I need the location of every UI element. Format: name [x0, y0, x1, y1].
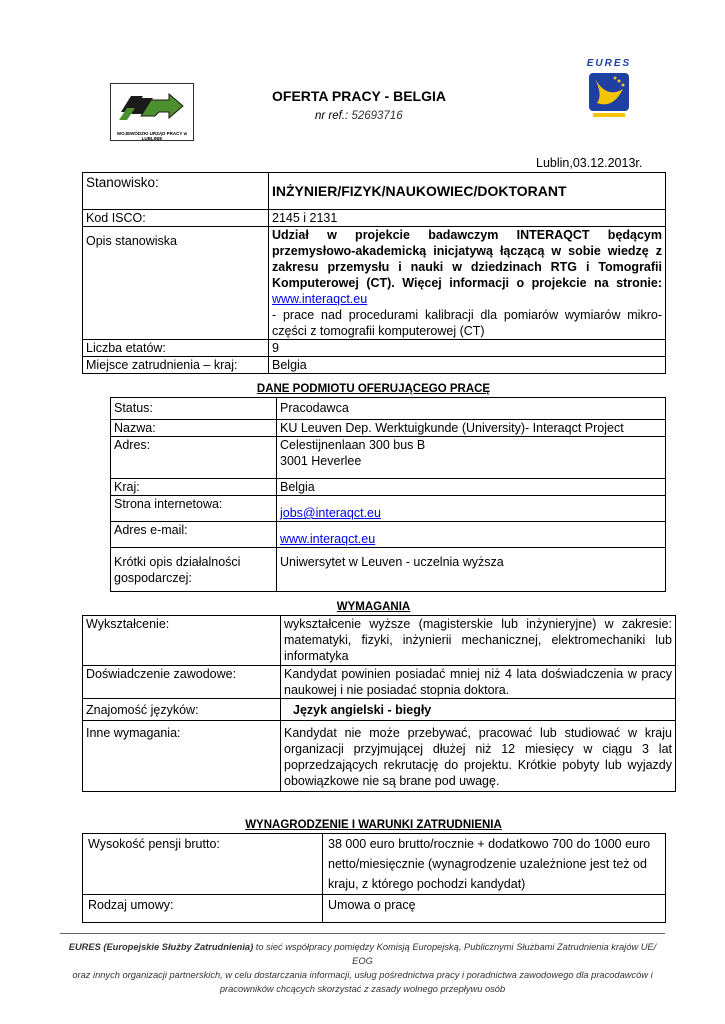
table-row [111, 496, 666, 522]
table-row [111, 522, 666, 548]
email-label: Adres e-mail: [111, 522, 277, 548]
kraj-label: Kraj: [111, 479, 277, 496]
isco-label: Kod ISCO: [83, 210, 269, 227]
opis-bold-text: Udział w projekcie badawczym INTERAQCT będącym przemysłowo-akademicką inicjatywą łączącą w sobie wiedzę z zakresu przemysłu i nauki w dziedzinach RTG i Tomografii Komputerowej (CT). Więcej informacji o projekcie na stronie: [272, 228, 662, 290]
nazwa-label: Nazwa: [111, 420, 277, 437]
footer-eures-bold: EURES (Europejskie Służby Zatrudnienia) [68, 942, 254, 952]
inne-value: Kandydat nie może przebywać, pracować lub studiować w kraju organizacji przyjmującej dłużej niż 12 miesięcy w ciągu 3 lat poprzedzających rekrutację do projektu. Krótkie pobyty lub wyjazdy obowiązkowe nie są brane pod uwagę. [281, 721, 676, 792]
isco-value: 2145 i 2131 [269, 210, 666, 227]
table-row [111, 479, 666, 496]
footer-line1 [60, 940, 665, 968]
eures-star-icon [583, 69, 635, 119]
table-row [111, 398, 666, 420]
opis-extra-text: - prace nad procedurami kalibracji dla pomiarów wymiarów mikro-części z tomografii komputerowej (CT) [272, 308, 662, 338]
page-title: OFERTA PRACY - BELGIA [272, 88, 446, 104]
umowa-label: Rodzaj umowy: [83, 895, 323, 923]
table-row [111, 420, 666, 437]
ref-number-line [315, 110, 403, 122]
table-row [83, 834, 666, 895]
nazwa-value: KU Leuven Dep. Werktuigkunde (University)- Interaqct Project [277, 420, 666, 437]
status-value: Pracodawca [277, 398, 666, 420]
pensja-label: Wysokość pensji brutto: [83, 834, 323, 895]
arrow-logo-icon [111, 84, 193, 128]
opis-label: Opis stanowiska [83, 227, 269, 340]
kraj-value: Belgia [277, 479, 666, 496]
table-row [83, 357, 666, 374]
stanowisko-label: Stanowisko: [83, 173, 269, 210]
table-row [83, 227, 666, 340]
adres-line1: Celestijnenlaan 300 bus B [280, 438, 426, 452]
wyksztalcenie-value: wykształcenie wyższe (magisterskie lub inżynieryjne) w zakresie: matematyki, fizyki, inżynierii mechanicznej, elektromechaniki lub informatyka [281, 616, 676, 666]
wup-lublin-logo [110, 83, 194, 141]
stanowisko-value: INŻYNIER/FIZYK/NAUKOWIEC/DOKTORANT [269, 173, 666, 210]
jobs-email-link[interactable]: jobs@interaqct.eu [280, 506, 381, 520]
employer-table [110, 397, 666, 592]
salary-section-title: WYNAGRODZENIE I WARUNKI ZATRUDNIENIA [245, 819, 502, 831]
footer-divider [60, 933, 665, 934]
opis-value [269, 227, 666, 340]
miejsce-value: Belgia [269, 357, 666, 374]
ref-label: nr ref.: [315, 110, 349, 122]
document-date: Lublin,03.12.2013r. [536, 156, 643, 170]
adres-label: Adres: [111, 437, 277, 479]
table-row [111, 437, 666, 479]
inne-label: Inne wymagania: [83, 721, 281, 792]
requirements-section-title: WYMAGANIA [336, 601, 411, 613]
interaqct-website-link[interactable]: www.interaqct.eu [280, 532, 376, 546]
opis-dzialalnosci-value: Uniwersytet w Leuven - uczelnia wyższa [277, 548, 666, 592]
table-row [83, 210, 666, 227]
www-label: Strona internetowa: [111, 496, 277, 522]
footer-line3: pracowników chcących skorzystać z zasady wolnego przepływu osób [219, 984, 506, 994]
table-row [83, 721, 676, 792]
doswiadczenie-value: Kandydat powinien posiadać mniej niż 4 lata doświadczenia w pracy naukowej i nie posiadać stopnia doktora. [281, 666, 676, 699]
requirements-table [82, 615, 676, 792]
etaty-label: Liczba etatów: [83, 340, 269, 357]
eures-logo [583, 58, 635, 128]
wyksztalcenie-label: Wykształcenie: [83, 616, 281, 666]
email-value [277, 522, 666, 548]
table-row [83, 616, 676, 666]
table-row [83, 340, 666, 357]
interaqct-link[interactable]: www.interaqct.eu [272, 292, 368, 306]
pensja-value: 38 000 euro brutto/rocznie + dodatkowo 700 do 1000 euro netto/miesięcznie (wynagrodzenie uzależnione jest też od kraju, z którego pochodzi kandydat) [323, 834, 666, 895]
umowa-value: Umowa o pracę [323, 895, 666, 923]
footer-line1-rest: to sieć współpracy pomiędzy Komisją Europejską, Publicznymi Służbami Zatrudnienia krajów UE/ EOG [253, 942, 657, 966]
doswiadczenie-label: Doświadczenie zawodowe: [83, 666, 281, 699]
jezyki-label: Znajomość języków: [83, 699, 281, 721]
table-row [83, 173, 666, 210]
www-value [277, 496, 666, 522]
footer [60, 940, 665, 996]
salary-table [82, 833, 666, 923]
wup-logo-text: WOJEWÓDZKI URZĄD PRACY w LUBLINIE [116, 131, 188, 141]
adres-value [277, 437, 666, 479]
jezyki-value: Język angielski - biegły [281, 699, 676, 721]
table-row [83, 895, 666, 923]
etaty-value: 9 [269, 340, 666, 357]
footer-line2: oraz innych organizacji partnerskich, w celu dostarczania informacji, usług pośrednictwa pracy i poradnictwa zawodowego dla pracodawców i [72, 970, 653, 980]
table-row [111, 548, 666, 592]
ref-value: 52693716 [351, 110, 403, 122]
adres-line2: 3001 Heverlee [280, 454, 362, 468]
opis-dzialalnosci-label: Krótki opis działalności gospodarczej: [111, 548, 277, 592]
miejsce-label: Miejsce zatrudnienia – kraj: [83, 357, 269, 374]
position-table [82, 172, 666, 374]
table-row [83, 699, 676, 721]
eures-logo-text: EURES [586, 58, 632, 69]
employer-section-title: DANE PODMIOTU OFERUJĄCEGO PRACĘ [256, 383, 491, 395]
status-label: Status: [111, 398, 277, 420]
table-row [83, 666, 676, 699]
